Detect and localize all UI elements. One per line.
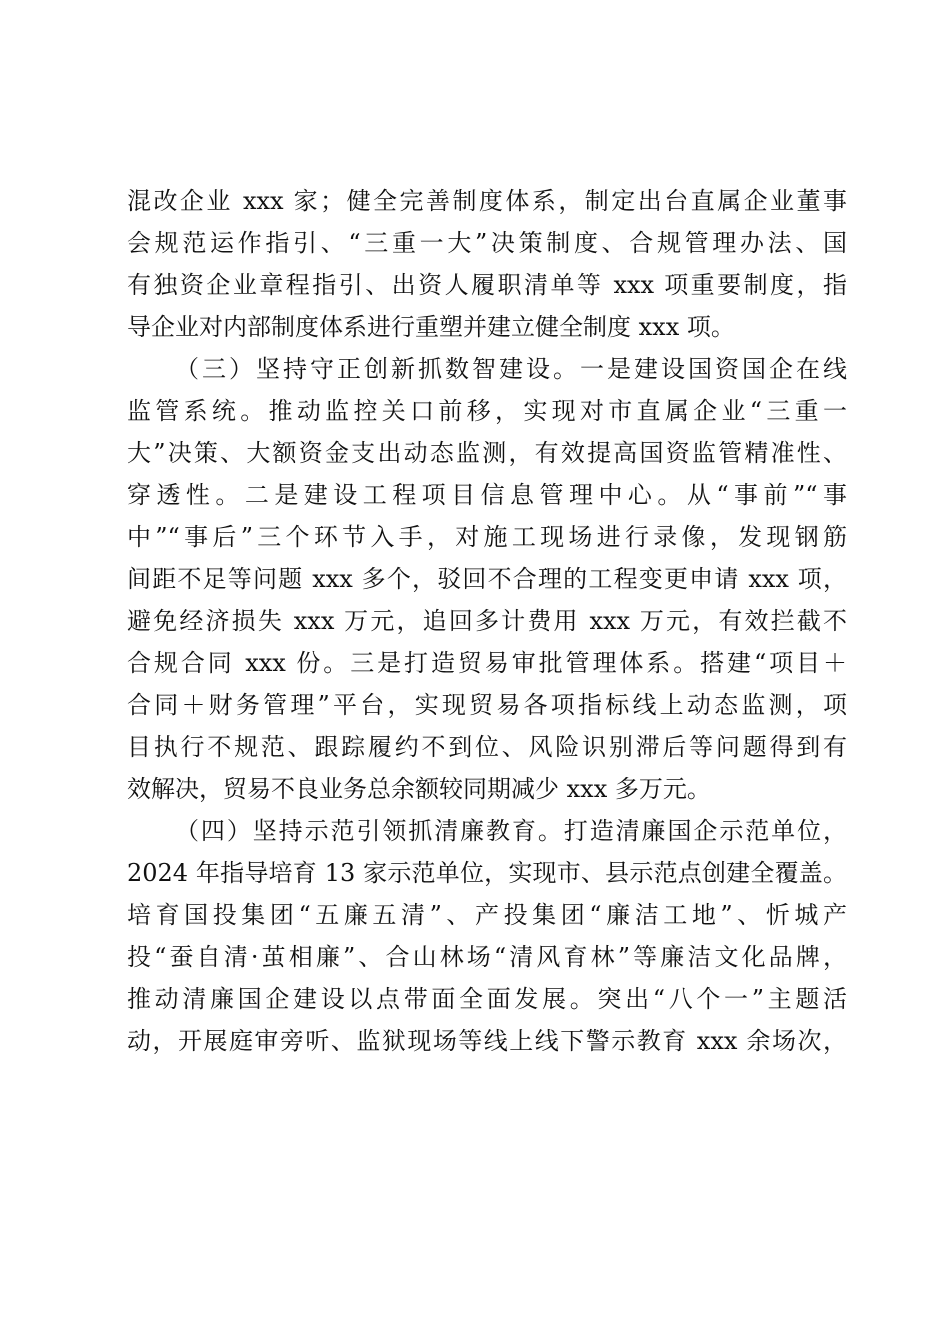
section-heading-line: （四）坚持示范引领抓清廉教育。打造清廉国企示范单位， bbox=[175, 817, 847, 845]
text-line: 监管系统。推动监控关口前移，实现对市直属企业“三重一 bbox=[127, 397, 847, 425]
text-line: 合同＋财务管理”平台，实现贸易各项指标线上动态监测，项 bbox=[127, 691, 847, 719]
text-line: 推动清廉国企建设以点带面全面发展。突出“八个一”主题活 bbox=[127, 985, 847, 1013]
text-line: 会规范运作指引、“三重一大”决策制度、合规管理办法、国 bbox=[127, 229, 847, 257]
text-line: 培育国投集团“五廉五清”、产投集团“廉洁工地”、忻城产 bbox=[127, 901, 847, 929]
text-line: 2024 年指导培育 13 家示范单位，实现市、县示范点创建全覆盖。 bbox=[127, 859, 847, 887]
text-line: 避免经济损失 xxx 万元，追回多计费用 xxx 万元，有效拦截不 bbox=[127, 607, 847, 635]
text-line: 效解决，贸易不良业务总余额较同期减少 xxx 多万元。 bbox=[127, 775, 711, 803]
text-line: 间距不足等问题 xxx 多个，驳回不合理的工程变更申请 xxx 项， bbox=[127, 565, 847, 593]
text-line: 投“蚕自清·茧相廉”、合山林场“清风育林”等廉洁文化品牌， bbox=[127, 943, 847, 971]
text-line: 混改企业 xxx 家；健全完善制度体系，制定出台直属企业董事 bbox=[127, 187, 847, 215]
text-line: 目执行不规范、跟踪履约不到位、风险识别滞后等问题得到有 bbox=[127, 733, 847, 761]
text-line: 大”决策、大额资金支出动态监测，有效提高国资监管精准性、 bbox=[127, 439, 847, 467]
section-heading-line: （三）坚持守正创新抓数智建设。一是建设国资国企在线 bbox=[175, 355, 847, 383]
text-line: 动，开展庭审旁听、监狱现场等线上线下警示教育 xxx 余场次， bbox=[127, 1027, 847, 1055]
text-line: 合规合同 xxx 份。三是打造贸易审批管理体系。搭建“项目＋ bbox=[127, 649, 847, 677]
body-text bbox=[127, 180, 847, 1062]
text-line: 导企业对内部制度体系进行重塑并建立健全制度 xxx 项。 bbox=[127, 313, 735, 341]
text-line: 中”“事后”三个环节入手，对施工现场进行录像，发现钢筋 bbox=[127, 523, 847, 551]
text-line: 有独资企业章程指引、出资人履职清单等 xxx 项重要制度，指 bbox=[127, 271, 847, 299]
text-line: 穿透性。二是建设工程项目信息管理中心。从“事前”“事 bbox=[127, 481, 847, 509]
